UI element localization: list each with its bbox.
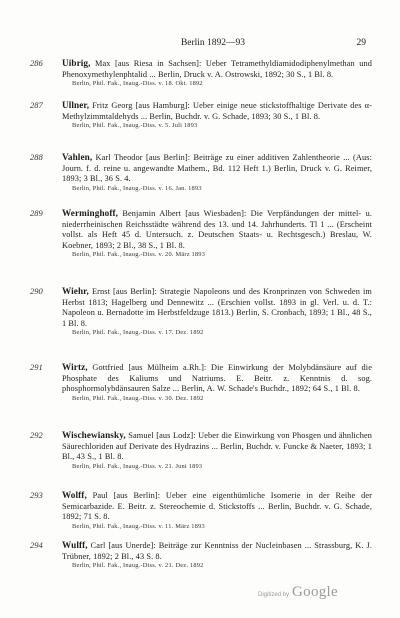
entry-291 (30, 362, 372, 403)
entry-body: Paul [aus Berlin]: Ueber eine eigenthümliche Isomerie in der Reihe der Semicarbazide. E. Beitr. z. Stereochemie d. Stickstoffs ... Berlin, Buchdr. v. G. Schade, 1892; 71 S. 8. (62, 491, 372, 521)
entry-text (62, 208, 372, 259)
entry-286 (30, 58, 372, 88)
entry-body: Ernst [aus Berlin]: Strategie Napoleons und des Kronprinzen von Schweden im Herbst 1813; Hagelberg und Dennewitz ... (Erschien vollst. 1893 in gl. Verl. u. d. T.: Napoleon u. Bernadotte im Herbstfeldzuge 1813.) Berlin, S. Cronbach, 1893; 1 Bl., 48 S., 1 Bl. 8. (62, 287, 372, 328)
google-logo: Google (292, 584, 338, 600)
page-title: Berlin 1892—93 (180, 38, 246, 48)
google-watermark (258, 584, 338, 601)
entry-number: 290 (30, 286, 43, 296)
dissertation-note: Berlin, Phil. Fak., Inaug.-Diss. v. 17. Dez. 1892 (72, 329, 204, 336)
watermark-prefix: Digitized by (258, 592, 290, 598)
entry-290 (30, 286, 372, 337)
entry-body: Benjamin Albert [aus Wiesbaden]: Die Verpfändungen der mittel- u. niederrheinischen Reichsstädte während des 13. und 14. Jahrhunderts. Tl 1 ... (Erscheint vollst. als Heft 45 d. Untersuch. z. Deutschen Staats- u. Rechtsgesch.) Breslau, W. Koebner, 1893; 2 Bl., 38 S., 1 Bl. 8. (62, 209, 372, 250)
entry-292 (30, 430, 372, 471)
author-name: Wirtz, (62, 362, 88, 372)
entry-body: Max [aus Riesa in Sachsen]: Ueber Tetramethyldiamidodiphenylmethan und Phenoxymethylenphtalid ... Berlin, Druck v. A. Ostrowski, 1892; 30 S., 1 Bl. 8. (62, 59, 372, 79)
dissertation-note: Berlin, Phil. Fak., Inaug.-Diss. v. 30. Dez. 1892 (72, 394, 204, 402)
page-number: 29 (356, 38, 366, 48)
dissertation-note: Berlin, Phil. Fak., Inaug.-Diss. v. 21. Juni 1893 (72, 462, 203, 470)
author-name: Wolff, (62, 490, 87, 500)
dissertation-note: Berlin, Phil. Fak., Inaug.-Diss. v. 11. März 1893 (72, 522, 205, 530)
entry-body: Samuel [aus Lodz]: Ueber die Einwirkung von Phosgen und ähnlichen Säurechloriden auf Derivate des Hydrazins ... Berlin, Buchdr. v. Funcke & Naeter, 1893; 1 Bl., 43 S., 1 Bl. 8. (62, 431, 372, 461)
entry-number: 286 (30, 58, 43, 68)
entry-body: Fritz Georg [aus Hamburg]: Ueber einige neue stickstoffhaltige Derivate des α-Methylzimmtaldehyds ... Berlin, Buchdr. v. G. Schade, 1893; 30 S., 1 Bl. 8. (62, 101, 372, 121)
entry-body: Carl [aus Unerde]: Beiträge zur Kenntniss der Nucleinbasen ... Strassburg, K. J. Trübner, 1892; 2 Bl., 43 S. 8. (62, 541, 372, 561)
entry-text (62, 540, 372, 570)
entry-number: 294 (30, 540, 43, 550)
entry-body: Gottfried [aus Mülheim a.Rh.]: Die Einwirkung der Molybdänsäure auf die Phosphate des Kaliums und Natriums. E. Beitr. z. Kenntnis d. sog. phosphormolybdänsauren Salze ... Berlin, A. W. Schade's Buchdr., 1892; 64 S., 1 Bl. 8. (62, 363, 372, 393)
author-name: Uibrig, (62, 58, 91, 68)
entry-text (62, 286, 372, 337)
entry-number: 289 (30, 208, 43, 218)
author-name: Wiehr, (62, 286, 89, 296)
entry-289 (30, 208, 372, 259)
entry-293 (30, 490, 372, 531)
entry-294 (30, 540, 372, 570)
entry-number: 287 (30, 100, 43, 110)
entry-text (62, 362, 372, 403)
entry-number: 291 (30, 362, 43, 372)
dissertation-note: Berlin, Phil. Fak., Inaug.-Diss. v. 20. März 1893 (72, 251, 206, 258)
author-name: Wulff, (62, 540, 88, 550)
author-name: Wischewiansky, (62, 430, 126, 440)
entry-text (62, 490, 372, 531)
entry-287 (30, 100, 372, 130)
author-name: Ullner, (62, 100, 90, 110)
dissertation-note: Berlin, Phil. Fak., Inaug.-Diss. v. 16. Jan. 1893 (72, 184, 202, 192)
entry-text (62, 58, 372, 88)
dissertation-note: Berlin, Phil. Fak., Inaug.-Diss. v. 21. Dez. 1892 (72, 562, 204, 569)
entry-number: 292 (30, 430, 43, 440)
dissertation-note: Berlin, Phil. Fak., Inaug.-Diss. v. 5. Juli 1893 (72, 122, 198, 129)
entry-288 (30, 152, 372, 193)
author-name: Werminghoff, (62, 208, 119, 218)
entry-text (62, 430, 372, 471)
entry-number: 293 (30, 490, 43, 500)
entry-body: Karl Theodor [aus Berlin]: Beiträge zu einer additiven Zahlentheorie ... (Aus: Journ. f. d. reine u. angewandte Mathem., Bd. 112 Heft 1.) Berlin, Druck v. G. Reimer, 1893; 3 Bl., 36 S. 4. (62, 153, 372, 183)
dissertation-note: Berlin, Phil. Fak., Inaug.-Diss. v. 18. Okt. 1892 (72, 80, 203, 87)
running-header (60, 38, 366, 50)
entry-text (62, 152, 372, 193)
author-name: Vahlen, (62, 152, 93, 162)
entry-text (62, 100, 372, 130)
entry-number: 288 (30, 152, 43, 162)
